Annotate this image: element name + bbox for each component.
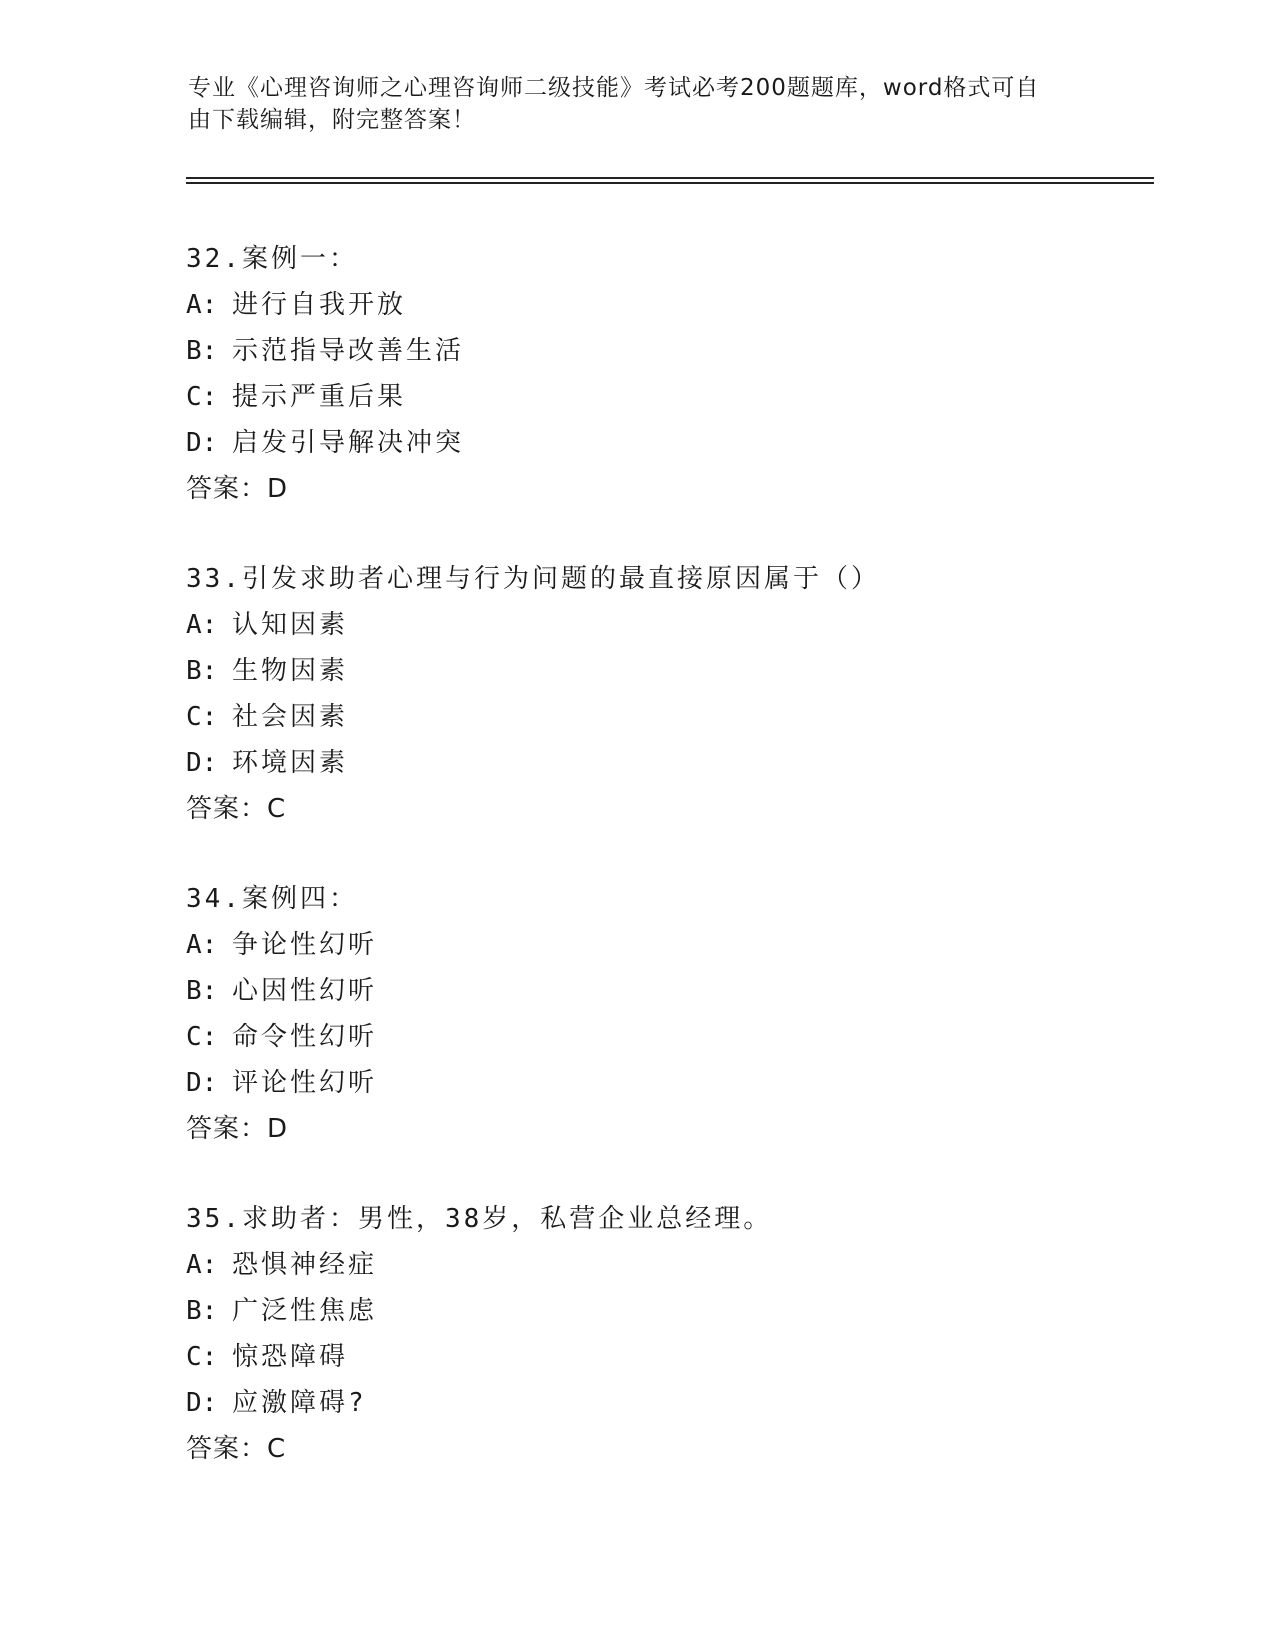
option-text: 命令性幻听 bbox=[232, 1022, 378, 1052]
question-list bbox=[186, 236, 1146, 1516]
option-text: 环境因素 bbox=[232, 748, 349, 778]
option-text: 惊恐障碍 bbox=[232, 1342, 349, 1372]
option-text: 广泛性焦虑 bbox=[232, 1296, 378, 1326]
option-letter: C: bbox=[186, 1022, 218, 1052]
option-b bbox=[186, 328, 1146, 374]
option-b bbox=[186, 648, 1146, 694]
option-letter: B: bbox=[186, 976, 218, 1006]
option-text: 启发引导解决冲突 bbox=[232, 428, 465, 458]
document-header bbox=[188, 72, 1068, 136]
option-text: 社会因素 bbox=[232, 702, 349, 732]
option-letter: D: bbox=[186, 1068, 218, 1098]
option-text: 心因性幻听 bbox=[232, 976, 378, 1006]
option-letter: C: bbox=[186, 1342, 218, 1372]
option-letter: C: bbox=[186, 382, 218, 412]
header-rule-top bbox=[186, 177, 1154, 179]
option-c bbox=[186, 1014, 1146, 1060]
option-b bbox=[186, 968, 1146, 1014]
option-text: 应激障碍? bbox=[232, 1388, 367, 1418]
option-d bbox=[186, 1380, 1146, 1426]
question-34 bbox=[186, 876, 1146, 1152]
question-35 bbox=[186, 1196, 1146, 1472]
option-text: 争论性幻听 bbox=[232, 930, 378, 960]
option-letter: C: bbox=[186, 702, 218, 732]
option-letter: B: bbox=[186, 336, 218, 366]
option-letter: B: bbox=[186, 656, 218, 686]
question-stem: 33.引发求助者心理与行为问题的最直接原因属于（） bbox=[186, 564, 880, 594]
answer: 答案：C bbox=[186, 1434, 287, 1464]
option-c bbox=[186, 1334, 1146, 1380]
option-letter: A: bbox=[186, 1250, 218, 1280]
question-stem: 34.案例四： bbox=[186, 884, 358, 914]
option-d bbox=[186, 1060, 1146, 1106]
option-a bbox=[186, 282, 1146, 328]
option-letter: A: bbox=[186, 290, 218, 320]
option-b bbox=[186, 1288, 1146, 1334]
option-a bbox=[186, 922, 1146, 968]
question-stem: 35.求助者：男性，38岁，私营企业总经理。 bbox=[186, 1204, 773, 1234]
option-a bbox=[186, 602, 1146, 648]
option-text: 生物因素 bbox=[232, 656, 349, 686]
header-line-1: 专业《心理咨询师之心理咨询师二级技能》考试必考200题题库，word格式可自 bbox=[188, 75, 1040, 101]
option-text: 进行自我开放 bbox=[232, 290, 407, 320]
option-letter: D: bbox=[186, 748, 218, 778]
header-rule-bottom bbox=[186, 182, 1154, 184]
option-d bbox=[186, 740, 1146, 786]
question-stem: 32.案例一： bbox=[186, 244, 358, 274]
option-text: 示范指导改善生活 bbox=[232, 336, 465, 366]
answer: 答案：C bbox=[186, 794, 287, 824]
option-a bbox=[186, 1242, 1146, 1288]
option-c bbox=[186, 694, 1146, 740]
option-c bbox=[186, 374, 1146, 420]
option-d bbox=[186, 420, 1146, 466]
option-letter: D: bbox=[186, 1388, 218, 1418]
answer: 答案：D bbox=[186, 1114, 289, 1144]
option-text: 提示严重后果 bbox=[232, 382, 407, 412]
option-text: 恐惧神经症 bbox=[232, 1250, 378, 1280]
answer: 答案：D bbox=[186, 474, 289, 504]
option-letter: B: bbox=[186, 1296, 218, 1326]
option-letter: A: bbox=[186, 930, 218, 960]
option-letter: D: bbox=[186, 428, 218, 458]
option-text: 评论性幻听 bbox=[232, 1068, 378, 1098]
header-line-2: 由下载编辑，附完整答案！ bbox=[188, 107, 476, 133]
option-letter: A: bbox=[186, 610, 218, 640]
question-33 bbox=[186, 556, 1146, 832]
option-text: 认知因素 bbox=[232, 610, 349, 640]
question-32 bbox=[186, 236, 1146, 512]
